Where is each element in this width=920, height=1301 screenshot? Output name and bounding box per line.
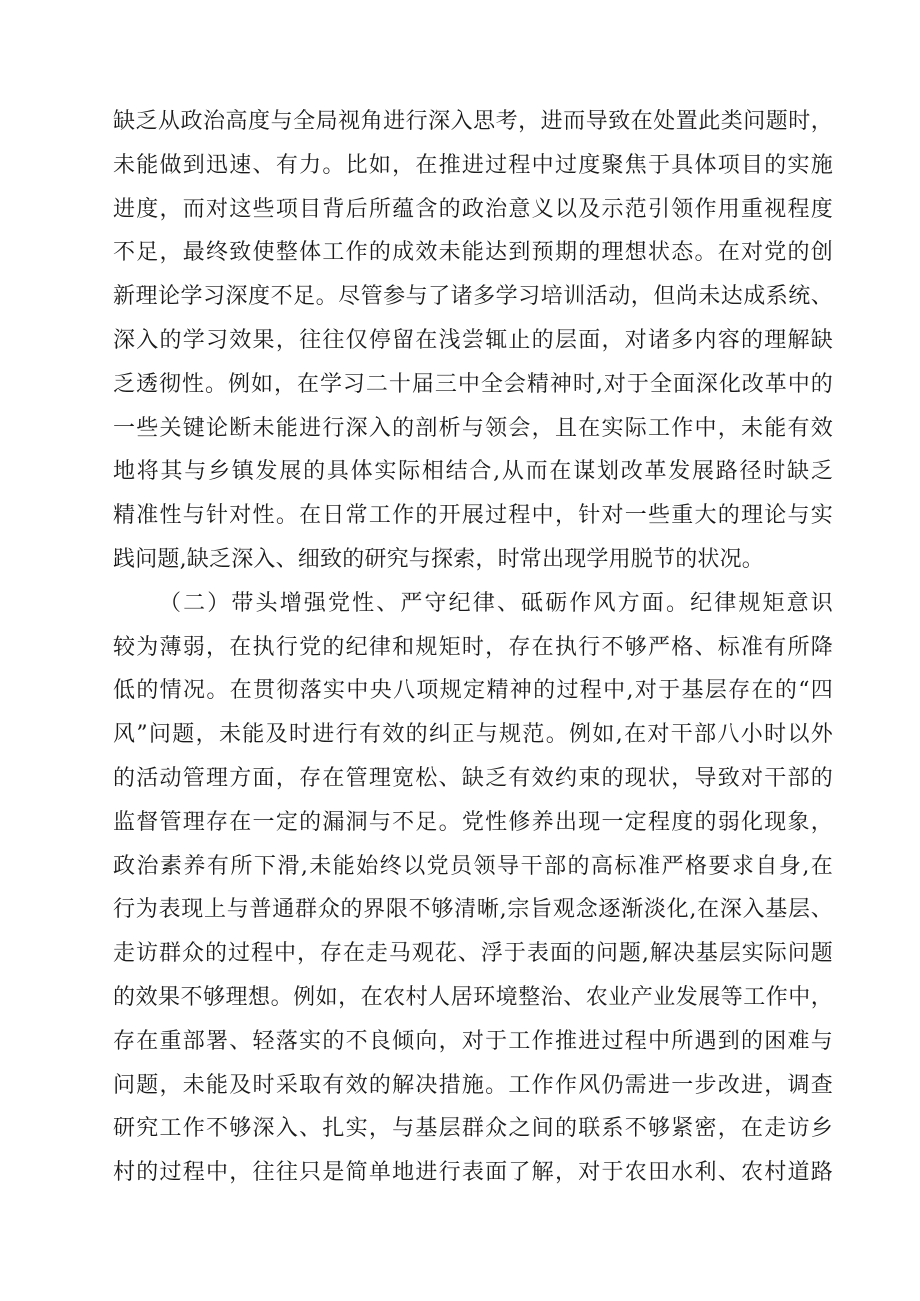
section-heading-line: （二）带头增强党性、严守纪律、砥砺作风方面。纪律规矩意识 [159,590,833,616]
text-line: 行为表现上与普通群众的界限不够清晰,宗旨观念逐渐淡化,在深入基层、 [113,897,833,923]
text-line: 一些关键论断未能进行深入的剖析与领会，且在实际工作中，未能有效 [113,415,833,441]
text-line: 地将其与乡镇发展的具体实际相结合,从而在谋划改革发展路径时缺乏 [113,459,833,485]
text-line: 低的情况。在贯彻落实中央八项规定精神的过程中,对于基层存在的“四 [113,678,833,704]
text-line: 精准性与针对性。在日常工作的开展过程中，针对一些重大的理论与实 [113,503,833,529]
text-line: 未能做到迅速、有力。比如，在推进过程中过度聚焦于具体项目的实施 [113,152,833,178]
text-line: 进度，而对这些项目背后所蕴含的政治意义以及示范引领作用重视程度 [113,196,833,222]
text-line: 较为薄弱，在执行党的纪律和规矩时，存在执行不够严格、标准有所降 [113,634,833,660]
text-line: 村的过程中，往往只是简单地进行表面了解，对于农田水利、农村道路 [113,1160,833,1186]
text-line: 研究工作不够深入、扎实，与基层群众之间的联系不够紧密，在走访乡 [113,1116,833,1142]
text-line: 深入的学习效果，往往仅停留在浅尝辄止的层面，对诸多内容的理解缺 [113,327,833,353]
text-line: 乏透彻性。例如，在学习二十届三中全会精神时,对于全面深化改革中的 [113,371,833,397]
paragraph-end-line: 践问题,缺乏深入、细致的研究与探索，时常出现学用脱节的状况。 [113,546,764,572]
text-line: 风”问题，未能及时进行有效的纠正与规范。例如,在对干部八小时以外 [113,722,833,748]
text-line: 缺乏从政治高度与全局视角进行深入思考，进而导致在处置此类问题时， [113,109,833,134]
text-line: 新理论学习深度不足。尽管参与了诸多学习培训活动，但尚未达成系统、 [113,284,833,310]
text-line: 走访群众的过程中，存在走马观花、浮于表面的问题,解决基层实际问题 [113,941,833,967]
text-line: 问题，未能及时采取有效的解决措施。工作作风仍需进一步改进，调查 [113,1072,833,1098]
text-line: 不足，最终致使整体工作的成效未能达到预期的理想状态。在对党的创 [113,240,833,266]
text-line: 的活动管理方面，存在管理宽松、缺乏有效约束的现状，导致对干部的 [113,765,833,791]
text-line: 政治素养有所下滑,未能始终以党员领导干部的高标准严格要求自身,在 [113,853,833,879]
text-line: 存在重部署、轻落实的不良倾向，对于工作推进过程中所遇到的困难与 [113,1028,833,1054]
text-line: 的效果不够理想。例如，在农村人居环境整治、农业产业发展等工作中， [113,984,833,1010]
text-line: 监督管理存在一定的漏洞与不足。党性修养出现一定程度的弱化现象， [113,809,833,835]
document-body [113,100,833,1195]
